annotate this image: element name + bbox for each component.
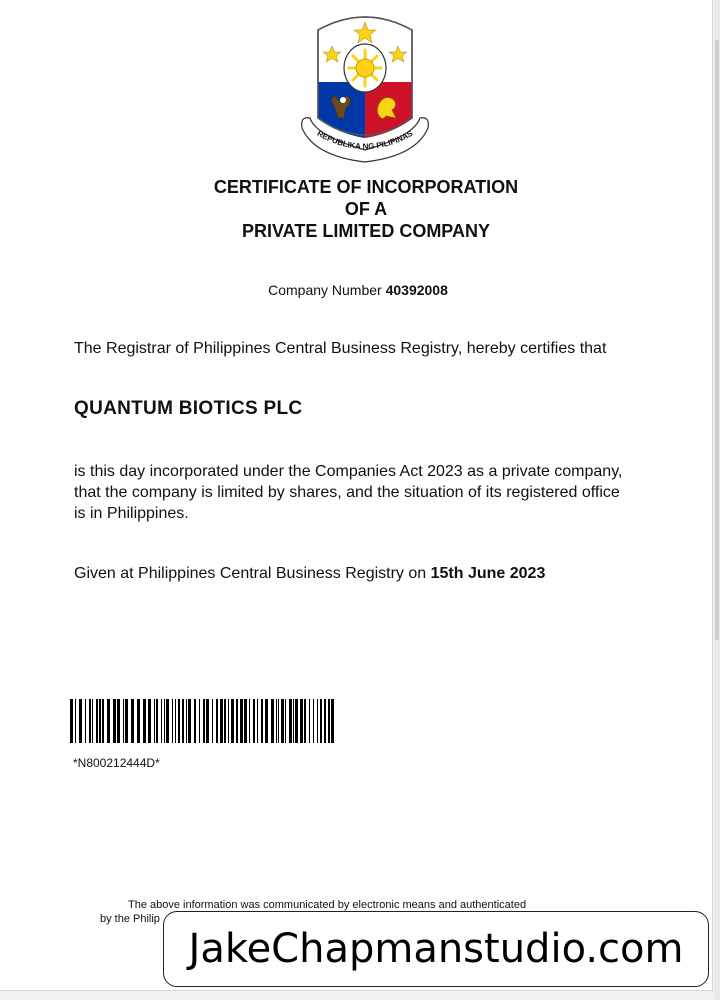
coat-of-arms-emblem — [290, 10, 440, 170]
barcode-bar — [331, 699, 334, 743]
barcode-bar — [85, 699, 86, 743]
barcode-bar — [148, 699, 151, 743]
company-number-line — [0, 282, 713, 298]
barcode-bar — [154, 699, 155, 743]
barcode-bar — [249, 699, 250, 743]
barcode-bar — [203, 699, 205, 743]
barcode-bar — [175, 699, 176, 743]
vertical-scrollbar[interactable] — [714, 0, 720, 1000]
barcode-bar — [186, 699, 187, 743]
barcode-bar — [276, 699, 277, 743]
barcode-bar — [161, 699, 162, 743]
barcode-bar — [123, 699, 124, 743]
barcode-bar — [313, 699, 314, 743]
given-at-line — [74, 563, 545, 584]
barcode-bar — [172, 699, 173, 743]
given-date: 15th June 2023 — [430, 565, 546, 582]
title-line-2: OF A — [344, 199, 388, 219]
barcode-bar — [107, 699, 110, 743]
barcode-bar — [253, 699, 255, 743]
barcode-bar — [244, 699, 247, 743]
barcode-icon — [70, 699, 334, 743]
barcode-bar — [164, 699, 165, 743]
barcode-bar — [79, 699, 82, 743]
barcode-bar — [117, 699, 120, 743]
barcode-bar — [216, 699, 218, 743]
barcode-bar — [289, 699, 292, 743]
barcode-bar — [231, 699, 234, 743]
barcode-bar — [188, 699, 191, 743]
barcode-bar — [281, 699, 284, 743]
barcode-bar — [166, 699, 169, 743]
barcode-bar — [228, 699, 229, 743]
scrollbar-thumb[interactable] — [715, 40, 719, 640]
barcode-bar — [309, 699, 310, 743]
barcode-bar — [92, 699, 93, 743]
barcode-bar — [199, 699, 200, 743]
barcode-bar — [113, 699, 116, 743]
barcode-bar — [131, 699, 134, 743]
title-line-3: PRIVATE LIMITED COMPANY — [241, 221, 490, 241]
barcode-bar — [178, 699, 180, 743]
barcode-bar — [125, 699, 128, 743]
barcode-bar — [156, 699, 158, 743]
barcode-bar — [143, 699, 146, 743]
barcode-bar — [137, 699, 140, 743]
barcode-bar — [278, 699, 279, 743]
company-number-label: Company Number — [268, 282, 382, 298]
barcode-bar — [285, 699, 286, 743]
barcode-bar — [220, 699, 223, 743]
barcode-bar — [206, 699, 209, 743]
certificate-title — [0, 176, 713, 242]
ribbon-text: REPUBLIKA NG PILIPINAS — [315, 128, 415, 152]
barcode-bar — [182, 699, 184, 743]
barcode-bar — [304, 699, 306, 743]
registrar-statement: The Registrar of Philippines Central Business Registry, hereby certifies that — [74, 340, 607, 357]
barcode-bar — [99, 699, 101, 743]
barcode-bar — [324, 699, 326, 743]
barcode-bar — [300, 699, 303, 743]
barcode-bar — [293, 699, 294, 743]
barcode-text: *N800212444D* — [73, 756, 160, 770]
barcode-bar — [261, 699, 263, 743]
barcode-bar — [320, 699, 322, 743]
coat-of-arms-icon — [290, 10, 440, 170]
barcode-bar — [295, 699, 298, 743]
barcode-bar — [102, 699, 104, 743]
barcode-bar — [89, 699, 91, 743]
title-line-1: CERTIFICATE OF INCORPORATION — [213, 177, 519, 197]
barcode-bar — [236, 699, 238, 743]
barcode-bar — [224, 699, 226, 743]
footer-line-2: by the Philip — [100, 913, 160, 925]
barcode-bar — [271, 699, 274, 743]
barcode-bar — [265, 699, 268, 743]
barcode-bar — [240, 699, 243, 743]
barcode-bar — [317, 699, 318, 743]
barcode-bar — [70, 699, 73, 743]
barcode-bar — [257, 699, 258, 743]
barcode-bar — [75, 699, 76, 743]
incorporation-statement: is this day incorporated under the Companies Act 2023 as a private company, that the company is limited by shares, and the situation of its registered office is in Philippines. — [74, 463, 623, 522]
barcode-bar — [194, 699, 196, 743]
given-at-prefix: Given at Philippines Central Business Registry on — [74, 565, 427, 582]
barcode-bar — [328, 699, 330, 743]
company-name: QUANTUM BIOTICS PLC — [74, 398, 303, 419]
watermark-overlay: JakeChapmanstudio.com — [163, 911, 709, 987]
footer-line-1: The above information was communicated by electronic means and authenticated — [128, 899, 527, 911]
barcode-bar — [212, 699, 213, 743]
barcode-bar — [96, 699, 98, 743]
barcode — [70, 699, 334, 743]
company-number-value: 40392008 — [385, 282, 448, 298]
